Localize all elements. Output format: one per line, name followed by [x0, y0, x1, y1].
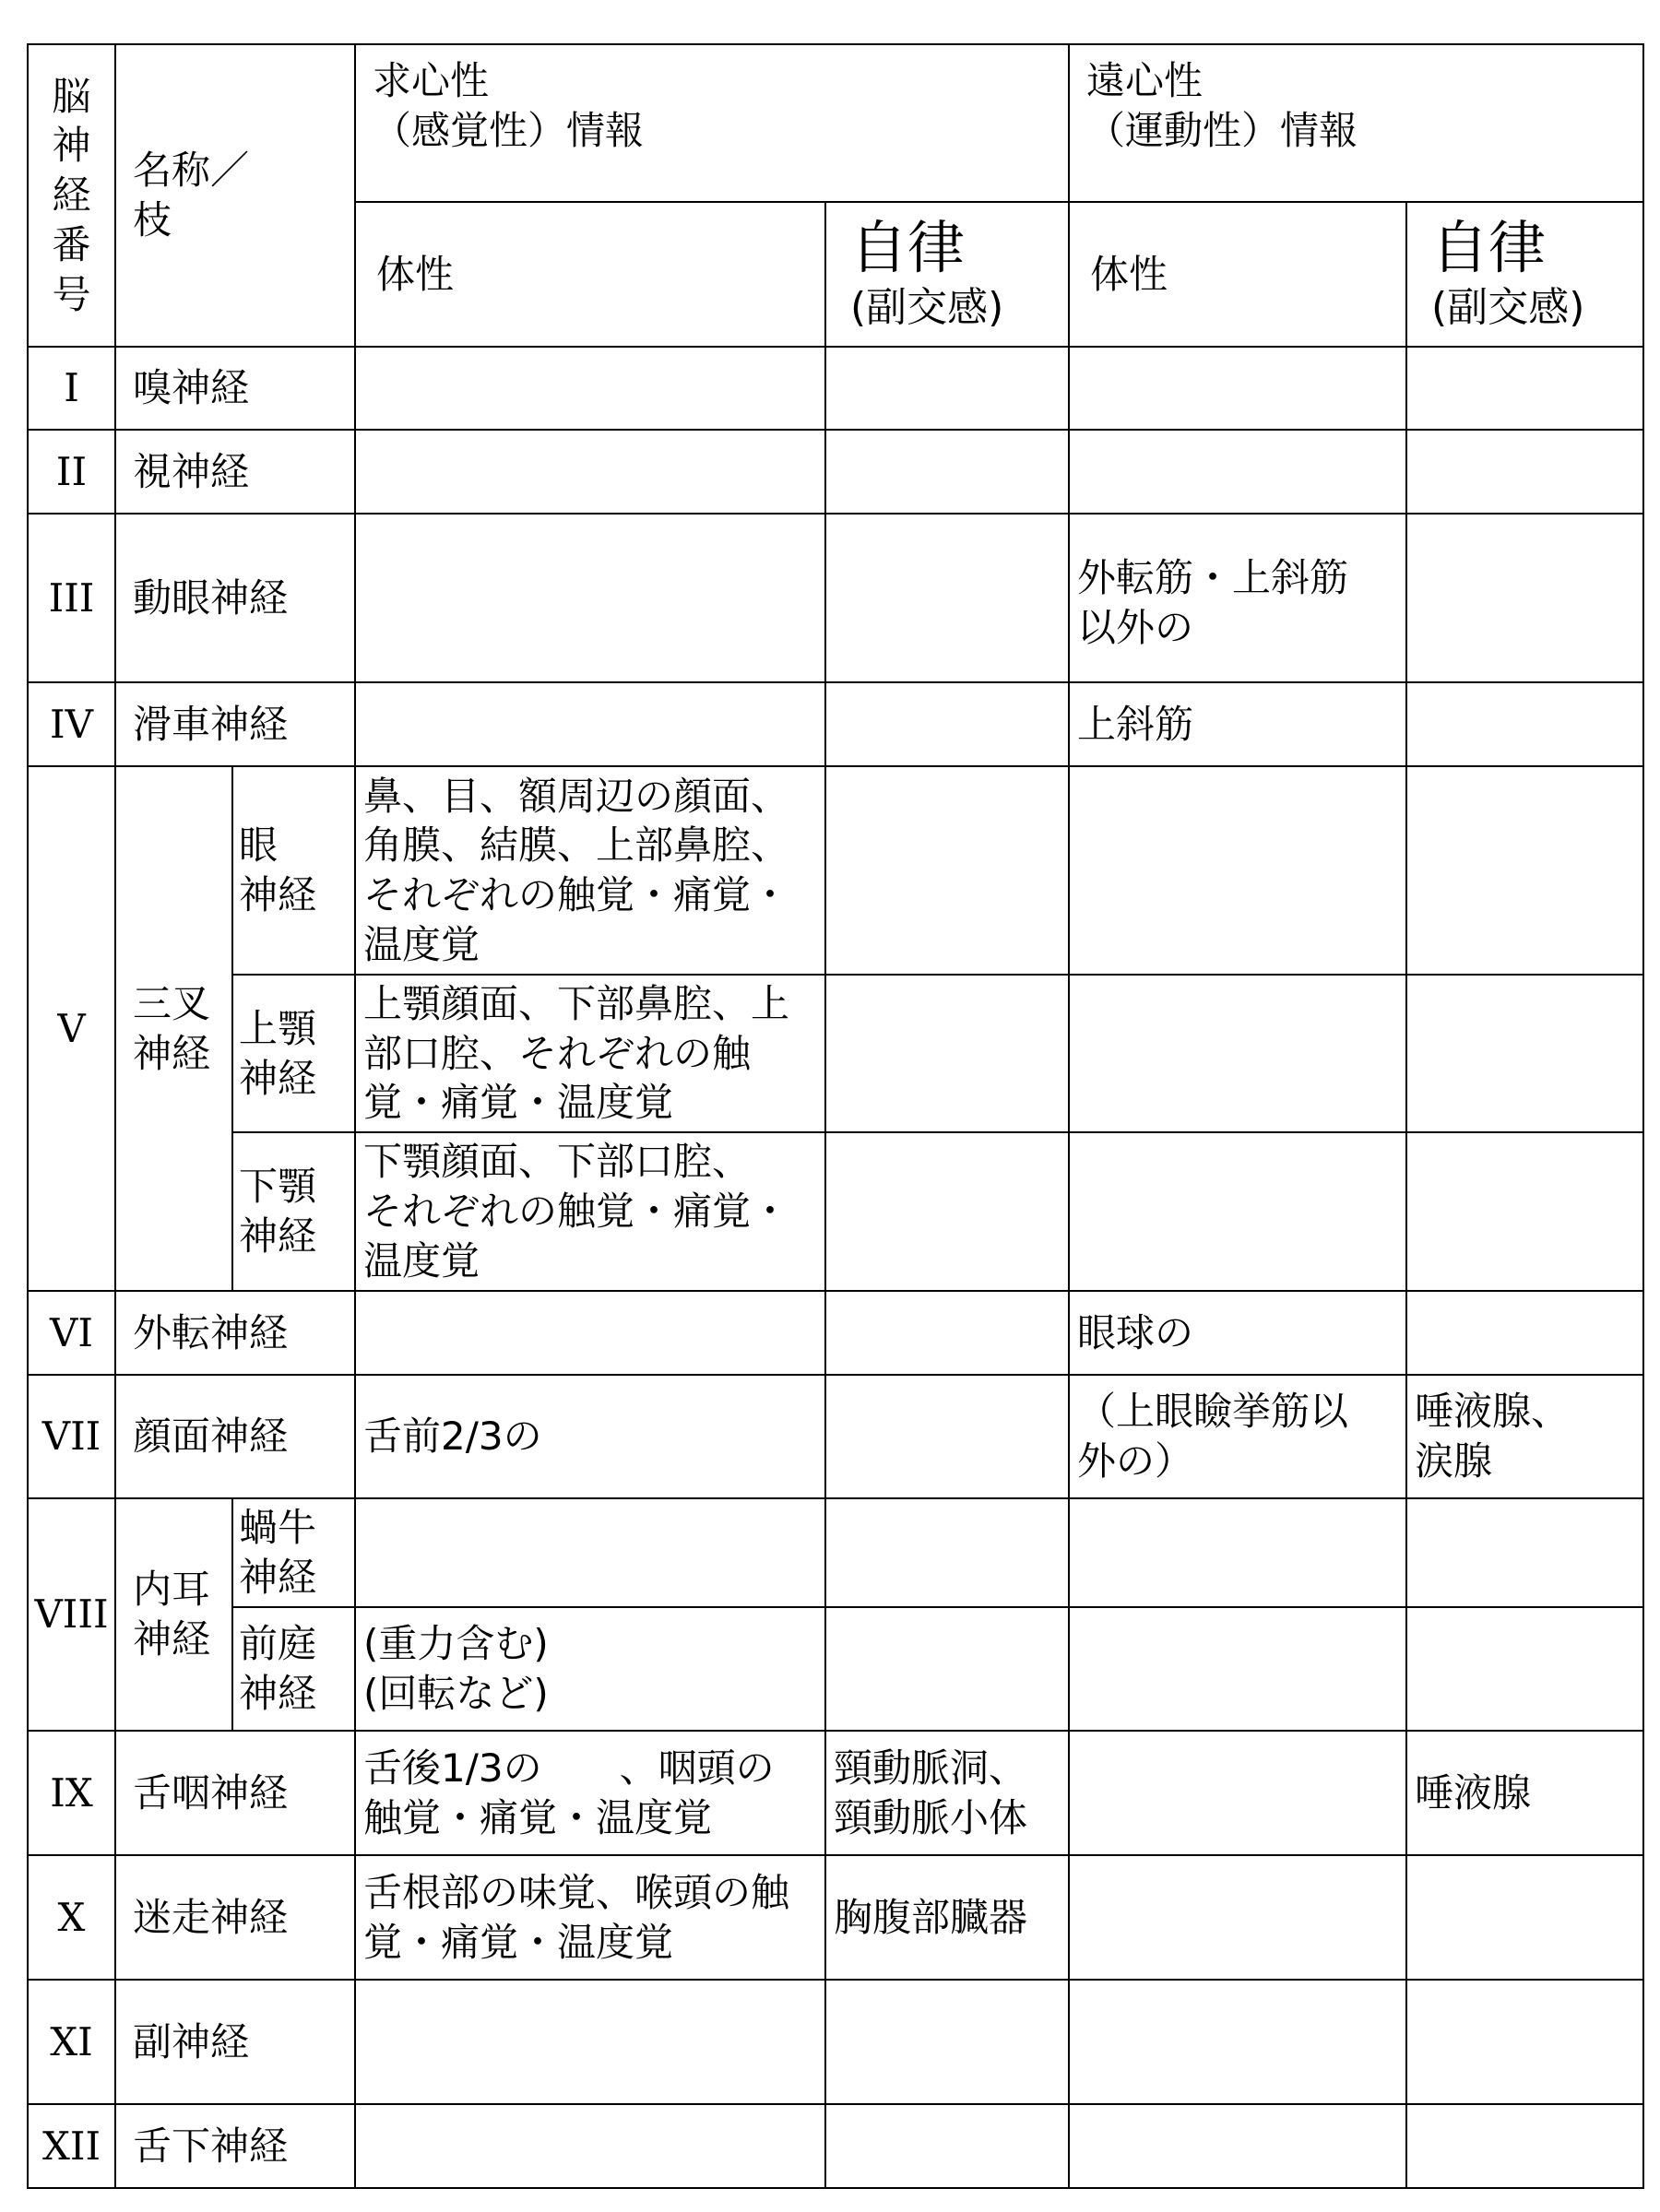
efferent-autonomic-cell: [1406, 347, 1643, 430]
efferent-autonomic-cell: [1406, 975, 1643, 1132]
header-number-col: 脳神経番号: [28, 44, 115, 347]
branch-name: 上顎 神経: [232, 975, 355, 1132]
afferent-somatic-cell: 鼻、目、額周辺の顔面、 角膜、結膜、上部鼻腔、 それぞれの触覚・痛覚・ 温度覚: [355, 766, 825, 975]
header-efferent: 遠心性 （運動性）情報: [1069, 44, 1643, 202]
nerve-name: 外転神経: [115, 1291, 355, 1375]
afferent-somatic-cell: [355, 2104, 825, 2188]
afferent-autonomic-cell: [825, 514, 1069, 682]
nerve-row-12: [28, 2104, 1643, 2188]
nerve-number: III: [28, 514, 115, 682]
efferent-autonomic-cell: 唾液腺: [1406, 1731, 1643, 1855]
efferent-autonomic-cell: [1406, 1980, 1643, 2104]
nerve-name: 顔面神経: [115, 1375, 355, 1498]
efferent-somatic-cell: [1069, 1498, 1406, 1607]
afferent-somatic-cell: 舌前2/3の: [355, 1375, 825, 1498]
nerve-row-5-branch-3: [28, 1132, 1643, 1291]
afferent-autonomic-cell: [825, 1375, 1069, 1498]
efferent-somatic-cell: 上斜筋: [1069, 682, 1406, 766]
nerve-name: 視神経: [115, 430, 355, 514]
nerve-number: IX: [28, 1731, 115, 1855]
afferent-somatic-cell: [355, 347, 825, 430]
nerve-number: XI: [28, 1980, 115, 2104]
afferent-somatic-cell: 舌後1/3の 、咽頭の 触覚・痛覚・温度覚: [355, 1731, 825, 1855]
nerve-name: 迷走神経: [115, 1855, 355, 1980]
cranial-nerve-table: [27, 43, 1644, 2189]
afferent-somatic-cell: [355, 682, 825, 766]
efferent-somatic-cell: 外転筋・上斜筋 以外の: [1069, 514, 1406, 682]
nerve-name: 三叉 神経: [115, 766, 232, 1291]
nerve-number: VII: [28, 1375, 115, 1498]
afferent-somatic-cell: 下顎顔面、下部口腔、 それぞれの触覚・痛覚・ 温度覚: [355, 1132, 825, 1291]
afferent-somatic-cell: [355, 1498, 825, 1607]
afferent-autonomic-cell: [825, 347, 1069, 430]
afferent-somatic-cell: [355, 1980, 825, 2104]
header-afferent-autonomic: 自律 (副交感): [825, 202, 1069, 347]
nerve-number: VI: [28, 1291, 115, 1375]
efferent-somatic-cell: 眼球の: [1069, 1291, 1406, 1375]
header-efferent-autonomic: 自律 (副交感): [1406, 202, 1643, 347]
branch-name: 前庭 神経: [232, 1607, 355, 1731]
efferent-somatic-cell: [1069, 1980, 1406, 2104]
header-afferent-somatic: 体性: [355, 202, 825, 347]
nerve-row-5-branch-2: [28, 975, 1643, 1132]
header-row-1: [28, 44, 1643, 202]
nerve-row-10: [28, 1855, 1643, 1980]
nerve-number: X: [28, 1855, 115, 1980]
afferent-somatic-cell: [355, 514, 825, 682]
efferent-autonomic-cell: [1406, 514, 1643, 682]
afferent-somatic-cell: 上顎顔面、下部鼻腔、上 部口腔、それぞれの触 覚・痛覚・温度覚: [355, 975, 825, 1132]
efferent-autonomic-cell: [1406, 1498, 1643, 1607]
afferent-autonomic-cell: [825, 766, 1069, 975]
nerve-number: XII: [28, 2104, 115, 2188]
header-afferent: 求心性 （感覚性）情報: [355, 44, 1069, 202]
branch-name: 眼 神経: [232, 766, 355, 975]
nerve-name: 内耳 神経: [115, 1498, 232, 1731]
efferent-somatic-cell: [1069, 1607, 1406, 1731]
afferent-somatic-cell: [355, 430, 825, 514]
nerve-row-4: [28, 682, 1643, 766]
header-name-col: 名称／ 枝: [115, 44, 355, 347]
efferent-autonomic-cell: [1406, 1607, 1643, 1731]
efferent-somatic-cell: [1069, 975, 1406, 1132]
nerve-number: I: [28, 347, 115, 430]
nerve-row-8-branch-2: [28, 1607, 1643, 1731]
nerve-name: 舌下神経: [115, 2104, 355, 2188]
efferent-autonomic-cell: [1406, 682, 1643, 766]
nerve-number: II: [28, 430, 115, 514]
nerve-row-8-branch-1: [28, 1498, 1643, 1607]
efferent-somatic-cell: [1069, 766, 1406, 975]
efferent-somatic-cell: [1069, 1855, 1406, 1980]
afferent-somatic-cell: [355, 1291, 825, 1375]
afferent-autonomic-cell: [825, 1132, 1069, 1291]
nerve-row-2: [28, 430, 1643, 514]
efferent-autonomic-cell: [1406, 430, 1643, 514]
nerve-name: 滑車神経: [115, 682, 355, 766]
nerve-row-7: [28, 1375, 1643, 1498]
nerve-row-5-branch-1: [28, 766, 1643, 975]
afferent-autonomic-cell: [825, 1291, 1069, 1375]
afferent-autonomic-cell: [825, 2104, 1069, 2188]
nerve-row-6: [28, 1291, 1643, 1375]
nerve-number: V: [28, 766, 115, 1291]
efferent-autonomic-cell: [1406, 1855, 1643, 1980]
nerve-row-3: [28, 514, 1643, 682]
nerve-name: 動眼神経: [115, 514, 355, 682]
efferent-autonomic-cell: [1406, 1291, 1643, 1375]
efferent-autonomic-cell: [1406, 2104, 1643, 2188]
efferent-autonomic-cell: [1406, 766, 1643, 975]
branch-name: 蝸牛 神経: [232, 1498, 355, 1607]
header-efferent-somatic: 体性: [1069, 202, 1406, 347]
efferent-somatic-cell: [1069, 430, 1406, 514]
nerve-row-1: [28, 347, 1643, 430]
nerve-number: IV: [28, 682, 115, 766]
efferent-somatic-cell: [1069, 1132, 1406, 1291]
nerve-number: VIII: [28, 1498, 115, 1731]
afferent-somatic-cell: (重力含む) (回転など): [355, 1607, 825, 1731]
efferent-somatic-cell: （上眼瞼挙筋以 外の）: [1069, 1375, 1406, 1498]
nerve-name: 嗅神経: [115, 347, 355, 430]
efferent-somatic-cell: [1069, 1731, 1406, 1855]
efferent-autonomic-cell: 唾液腺、 涙腺: [1406, 1375, 1643, 1498]
afferent-autonomic-cell: 胸腹部臓器: [825, 1855, 1069, 1980]
nerve-name: 舌咽神経: [115, 1731, 355, 1855]
efferent-somatic-cell: [1069, 347, 1406, 430]
nerve-row-11: [28, 1980, 1643, 2104]
afferent-autonomic-cell: [825, 1607, 1069, 1731]
nerve-name: 副神経: [115, 1980, 355, 2104]
afferent-autonomic-cell: 頸動脈洞、 頸動脈小体: [825, 1731, 1069, 1855]
branch-name: 下顎 神経: [232, 1132, 355, 1291]
afferent-autonomic-cell: [825, 1498, 1069, 1607]
afferent-autonomic-cell: [825, 430, 1069, 514]
nerve-row-9: [28, 1731, 1643, 1855]
afferent-autonomic-cell: [825, 682, 1069, 766]
afferent-somatic-cell: 舌根部の味覚、喉頭の触 覚・痛覚・温度覚: [355, 1855, 825, 1980]
efferent-autonomic-cell: [1406, 1132, 1643, 1291]
afferent-autonomic-cell: [825, 1980, 1069, 2104]
afferent-autonomic-cell: [825, 975, 1069, 1132]
efferent-somatic-cell: [1069, 2104, 1406, 2188]
